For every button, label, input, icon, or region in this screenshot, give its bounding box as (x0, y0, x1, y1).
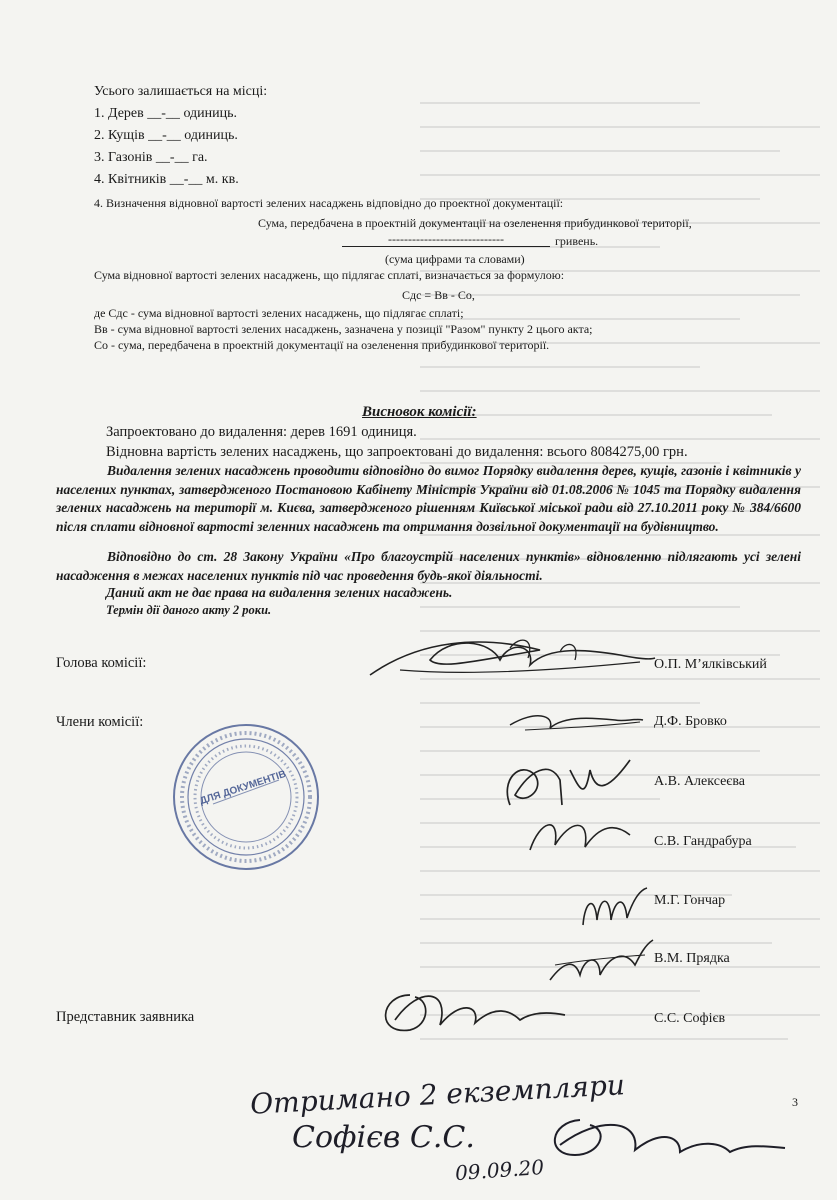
chair-signature (360, 630, 660, 690)
section4-formula: Сдс = Вв - Со, (402, 288, 475, 302)
section4-def1: де Сдс - сума відновної вартості зелених насаджень, що підлягає сплаті; (94, 306, 464, 320)
applicant-name: С.С. Софієв (654, 1011, 726, 1026)
member-signature (575, 880, 650, 935)
section4-caption: (сума цифрами та словами) (385, 252, 525, 266)
conclusion-para3: Даний акт не дає права на видалення зелених насаджень. (106, 585, 453, 600)
member-signature (505, 700, 645, 740)
chair-name: О.П. М’ялківський (654, 657, 767, 672)
conclusion-line2: Відновна вартість зелених насаджень, що запроектовані до видалення: всього 8084275,00 грн. (106, 444, 688, 460)
handwritten-receipt: Отримано 2 екземпляри (249, 1068, 626, 1121)
conclusion-para2: Відповідно до ст. 28 Закону України «Про благоустрій населених пунктів» відновленню підлягають усі зелені насадження в межах населених пунктів під час проведення будь-якої діяльності. (56, 549, 801, 583)
handwritten-date: 09.09.20 (454, 1154, 545, 1186)
remaining-item: 3. Газонів __-__ га. (94, 150, 208, 165)
official-stamp (171, 722, 321, 872)
section4-sum-text: Сума, передбачена в проектній документації на озеленення прибудинкової території, (258, 216, 692, 230)
remaining-item: 4. Квітників __-__ м. кв. (94, 172, 239, 187)
handwritten-name: Софієв С.С. (292, 1120, 475, 1155)
section4-def2: Вв - сума відновної вартості зелених насаджень, зазначена у позиції "Разом" пункту 2 цього акта; (94, 322, 593, 336)
page-number: 3 (792, 1095, 798, 1109)
section4-formula-intro: Сума відновної вартості зелених насаджень, що підлягає сплаті, визначається за формулою: (94, 268, 565, 282)
remaining-heading: Усього залишається на місці: (94, 84, 268, 99)
section4-dashes: ----------------------------- (342, 232, 550, 247)
member-name: А.В. Алексеєва (654, 774, 745, 789)
remaining-item: 1. Дерев __-__ одиниць. (94, 106, 238, 121)
section4-currency: гривень. (555, 234, 599, 248)
handwritten-signature (540, 1110, 790, 1170)
section4-def3: Со - сума, передбачена в проектній документації на озеленення прибудинкової території. (94, 338, 550, 352)
member-name: М.Г. Гончар (654, 893, 726, 908)
conclusion-para1: Видалення зелених насаджень проводити відповідно до вимог Порядку видалення дерев, кущів, газонів і квітників у населених пунктах, затвердженого Постановою Кабінету Міністрів України від 01.08.2006 № 1045 та Порядку видалення зелених насаджень на території м. Києва, затвердженого рішенням Київської міської ради від 27.10.2011 року № 384/6600 після сплати відновної вартості зеленних насаджень та отримання дозвільної документації на будівництво. (56, 463, 801, 534)
member-name: Д.Ф. Бровко (654, 714, 727, 729)
member-name: С.В. Гандрабура (654, 834, 752, 849)
conclusion-heading: Висновок комісії: (362, 404, 477, 420)
conclusion-para4: Термін дії даного акту 2 роки. (106, 603, 272, 617)
stamp-center-text: ДЛЯ ДОКУМЕНТІВ (198, 768, 288, 808)
applicant-label: Представник заявника (56, 1009, 195, 1025)
applicant-signature (370, 975, 570, 1045)
section4-title: 4. Визначення відновної вартості зелених насаджень відповідно до проектної документації: (94, 196, 564, 210)
member-name: В.М. Прядка (654, 951, 730, 966)
chair-label: Голова комісії: (56, 655, 147, 671)
members-label: Члени комісії: (56, 714, 144, 730)
member-signature (520, 805, 640, 865)
remaining-item: 2. Кущів __-__ одиниць. (94, 128, 238, 143)
conclusion-line1: Запроектовано до видалення: дерев 1691 одиниця. (106, 424, 417, 440)
